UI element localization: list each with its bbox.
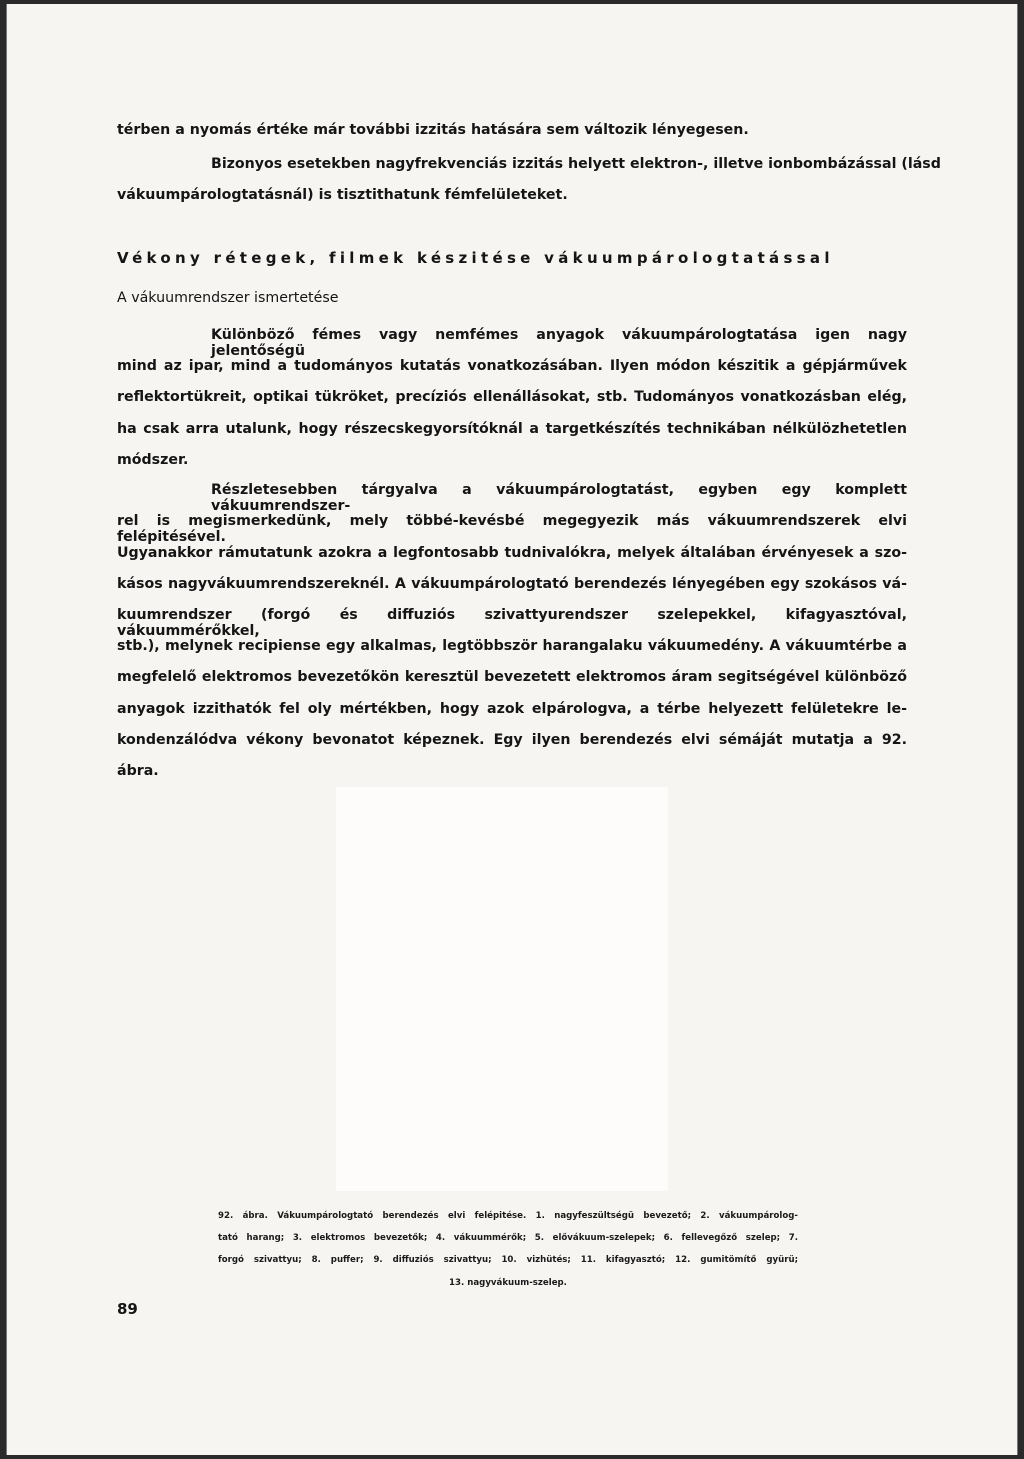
paragraph1-line2: Bizonyos esetekben nagyfrekvenciás izzitás helyett elektron-, illetve ionbombázással (lásd [211, 156, 941, 172]
paragraph3-line: rel is megismerkedünk, mely többé-kevésbé megegyezik más vákuumrendszerek elvi felépitésével. [117, 513, 907, 545]
figure-placeholder [336, 787, 668, 1191]
paragraph2-line: reflektortükreit, optikai tükröket, precíziós ellenállásokat, stb. Tudományos vonatkozásban elég, [117, 389, 907, 405]
paragraph3-line: kuumrendszer (forgó és diffuziós szivattyurendszer szelepekkel, kifagyasztóval, vákuummérőkkel, [117, 607, 907, 639]
section-heading: Vékony rétegek, filmek készitése vákuumpárologtatással [117, 249, 834, 267]
caption-line: 92. ábra. Vákuumpárologtató berendezés elvi felépitése. 1. nagyfeszültségü bevezető; 2. vákuumpárolog- [218, 1211, 798, 1221]
paragraph3-line: stb.), melynek recipiense egy alkalmas, legtöbbször harangalaku vákuumedény. A vákuumtérbe a [117, 638, 907, 654]
paragraph3-line: anyagok izzithatók fel oly mértékben, hogy azok elpárologva, a térbe helyezett felületekre le- [117, 701, 907, 717]
document-page [6, 4, 1018, 1455]
paragraph3-line: kásos nagyvákuumrendszereknél. A vákuumpárologtató berendezés lényegében egy szokásos vá- [117, 576, 907, 592]
caption-line: 13. nagyvákuum-szelep. [449, 1278, 567, 1288]
paragraph2-line: ha csak arra utalunk, hogy részecskegyorsítóknál a targetkészítés technikában nélkülözhetetlen [117, 421, 907, 437]
paragraph3-line: megfelelő elektromos bevezetőkön keresztül bevezetett elektromos áram segitségével különböző [117, 669, 907, 685]
paragraph1-line3: vákuumpárologtatásnál) is tisztithatunk fémfelületeket. [117, 187, 568, 203]
paragraph3-line: Ugyanakkor rámutatunk azokra a legfontosabb tudnivalókra, melyek általában érvényesek a szo- [117, 545, 907, 561]
paragraph3-line: kondenzálódva vékony bevonatot képeznek. Egy ilyen berendezés elvi sémáját mutatja a 92. [117, 732, 907, 748]
paragraph2-line: mind az ipar, mind a tudományos kutatás vonatkozásában. Ilyen módon készitik a gépjárművek [117, 358, 907, 374]
caption-line: tató harang; 3. elektromos bevezetők; 4. vákuummérők; 5. elővákuum-szelepek; 6. fellevegőző szelep; 7. [218, 1233, 798, 1243]
paragraph2-line: módszer. [117, 452, 189, 468]
paragraph2-line: Különböző fémes vagy nemfémes anyagok vákuumpárologtatása igen nagy jelentőségü [211, 327, 907, 359]
paragraph3-line: Részletesebben tárgyalva a vákuumpárologtatást, egyben egy komplett vákuumrendszer- [211, 482, 907, 514]
paragraph1-line1: térben a nyomás értéke már további izzitás hatására sem változik lényegesen. [117, 122, 749, 138]
paragraph3-line: ábra. [117, 763, 159, 779]
caption-line: forgó szivattyu; 8. puffer; 9. diffuziós szivattyu; 10. vizhütés; 11. kifagyasztó; 12. gumitömítő gyürü; [218, 1255, 798, 1265]
section-subheading: A vákuumrendszer ismertetése [117, 290, 339, 306]
page-number: 89 [117, 1300, 138, 1318]
